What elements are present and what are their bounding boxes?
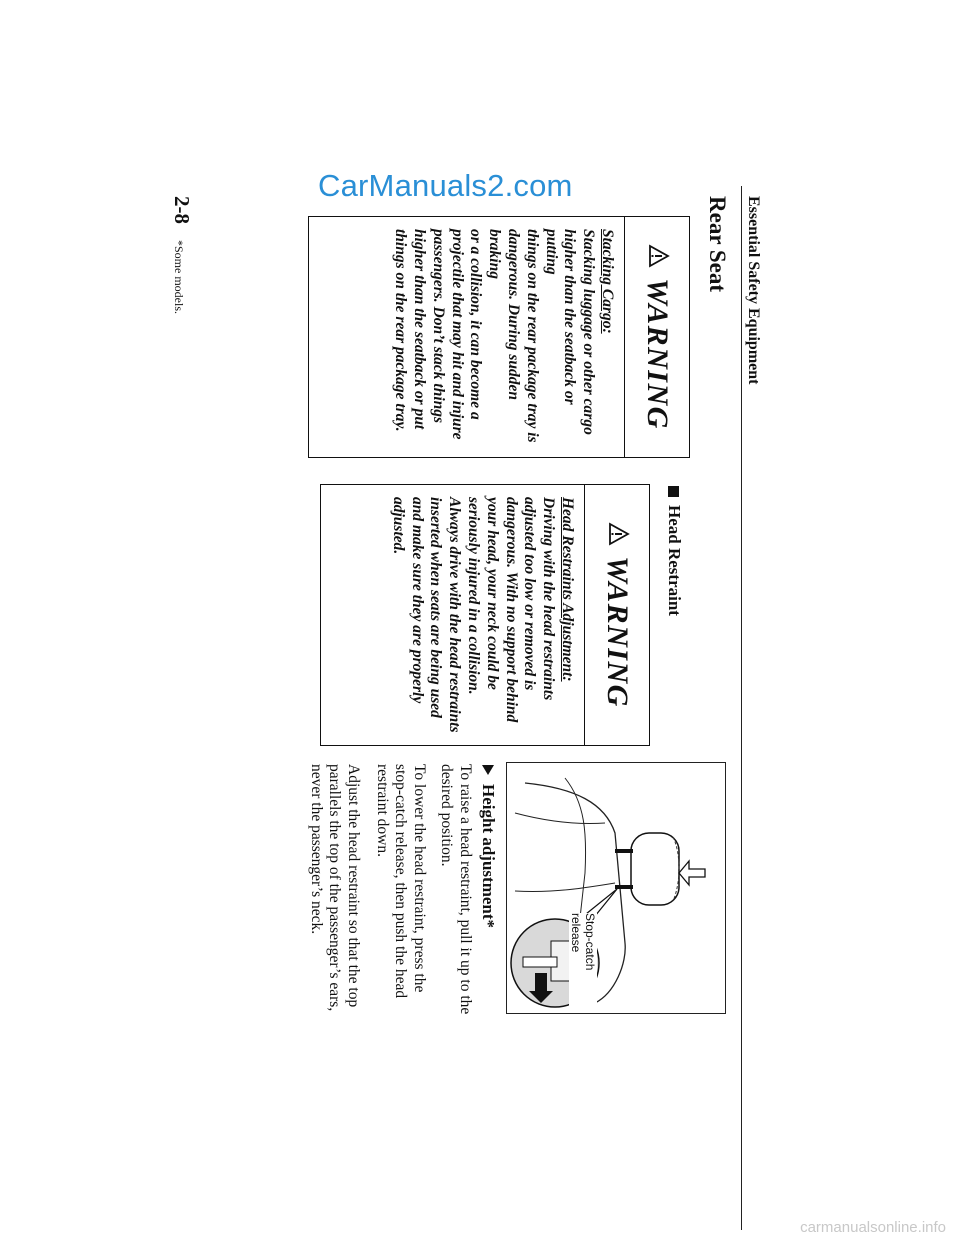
watermark-top: CarManuals2.com (318, 168, 573, 203)
watermark-bottom: carmanualsonline.info (800, 1219, 946, 1236)
para-line: parallels the top of the passenger’s ears, (326, 764, 344, 1012)
warning-box-cargo (308, 216, 690, 458)
para-line: Adjust the head restraint so that the top (345, 764, 362, 1008)
warning-line: things on the rear package tray is (523, 229, 541, 443)
manual-page (160, 186, 770, 1236)
section-header: Essential Safety Equipment (745, 196, 762, 385)
warning-text-cargo (390, 217, 624, 457)
para-adjust (306, 764, 362, 1084)
page-title: Rear Seat (705, 196, 730, 293)
seat-drawing-icon (507, 763, 725, 1013)
warning-line: higher than the seatback or putting (542, 229, 579, 405)
warning-header (584, 485, 649, 745)
warning-line: passengers. Don’t stack things (429, 229, 447, 424)
headrest (615, 833, 679, 905)
warning-line: projectile that may hit and injure (448, 229, 466, 440)
para-line: desired position. (438, 764, 456, 867)
warning-line: dangerous. With no support behind (502, 497, 520, 723)
warning-label: Head Restraints Adjustment: (559, 497, 576, 682)
warning-line: seriously injured in a collision. (465, 497, 483, 695)
head-restraint-illustration (506, 762, 726, 1014)
warning-header (624, 217, 689, 457)
para-line: stop-catch release, then push the head (392, 764, 410, 999)
warning-line: dangerous. During sudden braking (486, 229, 523, 400)
triangle-bullet-icon (481, 764, 495, 776)
para-lower (372, 764, 428, 1084)
warning-line: adjusted. (389, 497, 407, 555)
warning-triangle-icon (604, 522, 631, 546)
head-restraint-title: Head Restraint (665, 505, 684, 616)
para-line: To lower the head restraint, press the (411, 764, 428, 993)
warning-line: adjusted too low or removed is (521, 497, 539, 691)
warning-text-head-restraint (388, 485, 584, 745)
warning-line: Driving with the head restraints (540, 497, 558, 701)
footnote: *Some models. (172, 240, 186, 314)
head-restraint-heading (664, 486, 684, 616)
warning-title: WARNING (641, 278, 674, 430)
para-line: To raise a head restraint, pull it up to the (457, 764, 474, 1015)
warning-label: Stacking Cargo: (599, 229, 616, 334)
para-raise (437, 764, 474, 1084)
height-adjustment-heading (478, 764, 498, 928)
warning-line: or a collision, it can become a (467, 229, 485, 420)
warning-line: inserted when seats are being used (427, 497, 445, 718)
warning-line: higher than the seatback or put (411, 229, 429, 430)
para-line: restraint down. (373, 764, 391, 857)
warning-box-head-restraint (320, 484, 650, 746)
figure-callout: Stop-catch release (569, 913, 597, 1013)
warning-line: and make sure they are properly (408, 497, 426, 704)
header-rule (741, 186, 742, 1230)
warning-line: Stacking luggage or other cargo (580, 229, 598, 435)
page-number: 2-8 (170, 196, 194, 224)
height-adjustment-title: Height adjustment* (479, 784, 498, 929)
warning-line: things on the rear package tray. (392, 229, 410, 432)
warning-line: Always drive with the head restraints (446, 497, 464, 733)
warning-triangle-icon (644, 244, 671, 268)
para-line: never the passenger’s neck. (307, 764, 325, 935)
square-bullet-icon (669, 486, 680, 497)
warning-title: WARNING (601, 556, 634, 708)
warning-line: your head, your neck could be (483, 497, 501, 690)
